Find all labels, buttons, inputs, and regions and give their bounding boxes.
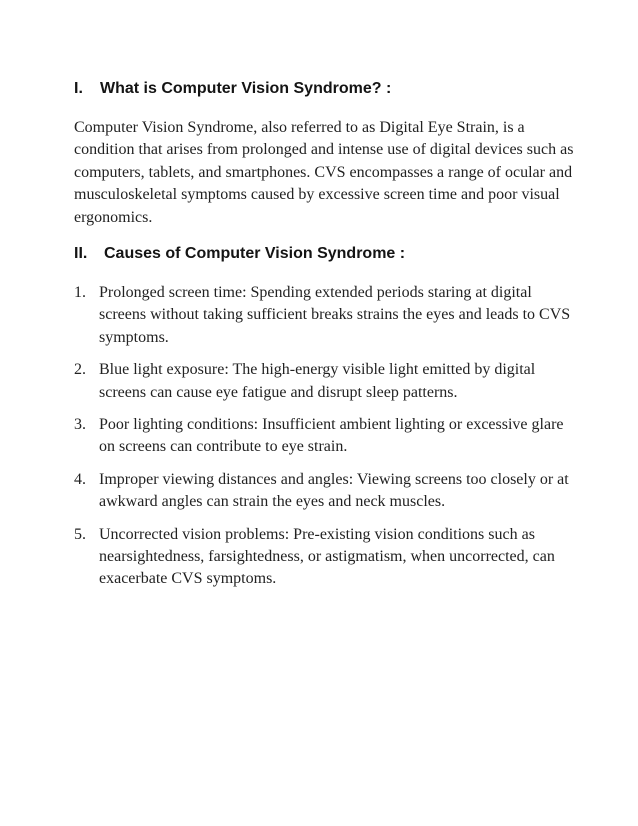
list-item (74, 524, 574, 591)
list-item (74, 414, 574, 459)
list-item-text: Improper viewing distances and angles: Viewing screens too closely or at awkward angles can strain the eyes and neck muscles. (99, 470, 569, 511)
list-item-text: Poor lighting conditions: Insufficient ambient lighting or excessive glare on screens can contribute to eye strain. (99, 416, 564, 456)
definition-paragraph: Computer Vision Syndrome, also referred to as Digital Eye Strain, is a condition that arises from prolonged and intense use of digital devices such as computers, tablets, and smartphones. CVS encompasses a range of ocular and musculoskeletal symptoms caused by excessive screen time and poor visual ergonomics. (74, 119, 574, 226)
causes-list (74, 282, 574, 601)
list-item-text: Blue light exposure: The high-energy visible light emitted by digital screens can cause eye fatigue and disrupt sleep patterns. (99, 361, 536, 401)
section-number: I. (74, 80, 83, 97)
list-marker: 4. (74, 470, 86, 488)
list-marker: 3. (74, 416, 86, 434)
list-marker: 5. (74, 525, 86, 543)
list-marker: 1. (74, 284, 86, 301)
section-title: Causes of Computer Vision Syndrome : (104, 245, 406, 262)
section-heading-causes (74, 244, 405, 264)
list-marker: 2. (74, 361, 86, 379)
list-item (74, 359, 574, 404)
list-item (74, 469, 574, 514)
section-title: What is Computer Vision Syndrome? : (100, 80, 392, 97)
list-item-text: Prolonged screen time: Spending extended periods staring at digital screens without taking sufficient breaks strains the eyes and leads to CVS symptoms. (99, 284, 571, 346)
section-number: II. (74, 245, 88, 262)
list-item (74, 282, 574, 349)
list-item-text: Uncorrected vision problems: Pre-existing vision conditions such as nearsightedness, farsightedness, or astigmatism, when uncorrected, can exacerbate CVS symptoms. (99, 525, 555, 588)
section-heading-what-is-cvs (74, 79, 391, 99)
